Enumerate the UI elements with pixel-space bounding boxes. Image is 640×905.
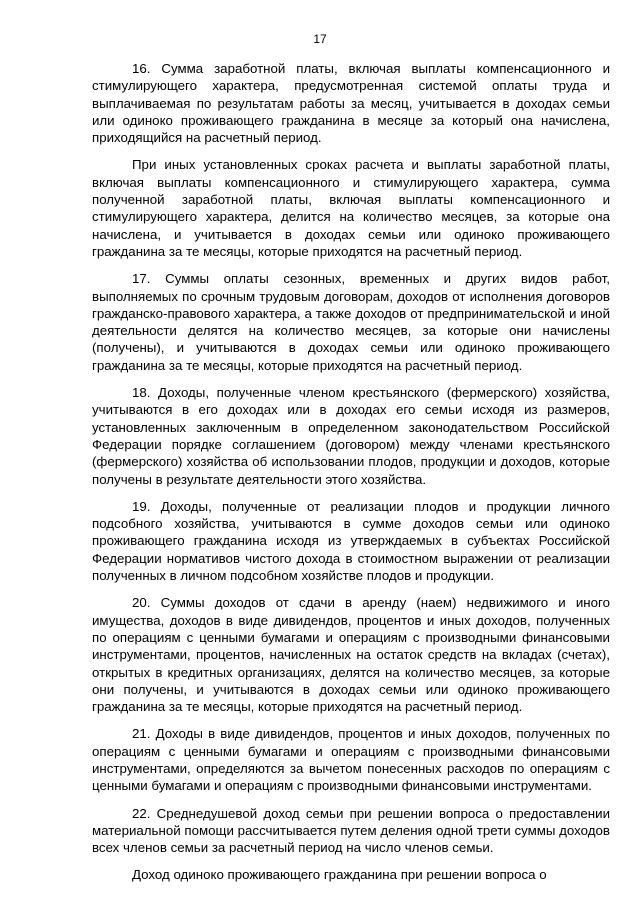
document-body: [92, 60, 610, 884]
paragraph-21: 21. Доходы в виде дивидендов, процентов и иных доходов, полученных по операциям с ценными бумагами и операциям с производными финансовыми инструментами, определяются за вычетом понесенных расходов по операциям с ценными бумагами и операциям с производными финансовыми инструментами.: [92, 726, 610, 794]
paragraph-16-continuation: При иных установленных сроках расчета и выплаты заработной платы, включая выплаты компенсационного и стимулирующего характера, сумма полученной заработной платы, включая выплаты компенсационного и стимулирующего характера, делится на количество месяцев, за которые она начислена, и учитывается в доходах семьи или одиноко проживающего гражданина за те месяцы, которые приходятся на расчетный период.: [92, 157, 610, 259]
paragraph-22: 22. Среднедушевой доход семьи при решении вопроса о предоставлении материальной помощи рассчитывается путем деления одной трети суммы доходов всех членов семьи за расчетный период на число членов семьи.: [92, 805, 610, 856]
paragraph-16: 16. Сумма заработной платы, включая выплаты компенсационного и стимулирующего характера, предусмотренная системой оплаты труда и выплачиваемая по результатам работы за месяц, учитывается в доходах семьи или одиноко проживающего гражданина в месяце за который она начислена, приходящийся на расчетный период.: [92, 61, 610, 146]
paragraph-19: 19. Доходы, полученные от реализации плодов и продукции личного подсобного хозяйства, учитываются в сумме доходов семьи или одиноко проживающего гражданина исходя из утверждаемых в субъектах Российской Федерации нормативов чистого дохода в стоимостном выражении от реализации полученных в личном подсобном хозяйстве плодов и продукции.: [92, 498, 610, 584]
paragraph-20: 20. Суммы доходов от сдачи в аренду (наем) недвижимого и иного имущества, доходов в виде дивидендов, процентов и иных доходов, полученных по операциям с ценными бумагами и операциям с производными финансовыми инструментами, процентов, начисленных на остаток средств на вкладах (счетах), открытых в кредитных организациях, делятся на количество месяцев, за которые они получены, и учитываются в доходах семьи или одиноко проживающего гражданина за те месяцы, которые приходятся на расчетный период.: [92, 595, 610, 715]
paragraph-17: 17. Суммы оплаты сезонных, временных и других видов работ, выполняемых по срочным трудовым договорам, доходов от исполнения договоров гражданско-правового характера, а также доходов от предпринимательской и иной деятельности делятся на количество месяцев, за которые они начислены (получены), и учитываются в доходах семьи или одиноко проживающего гражданина за те месяцы, которые приходятся на расчетный период.: [92, 271, 610, 373]
paragraph-18: 18. Доходы, полученные членом крестьянского (фермерского) хозяйства, учитываются в его доходах или в доходах его семьи исходя из размеров, установленных заключенным в определенном законодательством Российской Федерации порядке соглашением (договором) между членами крестьянского (фермерского) хозяйства об использовании плодов, продукции и доходов, которые получены в результате деятельности этого хозяйства.: [92, 385, 610, 487]
page-number: 17: [313, 32, 327, 46]
paragraph-22-continuation: Доход одиноко проживающего гражданина при решении вопроса о: [132, 867, 547, 883]
